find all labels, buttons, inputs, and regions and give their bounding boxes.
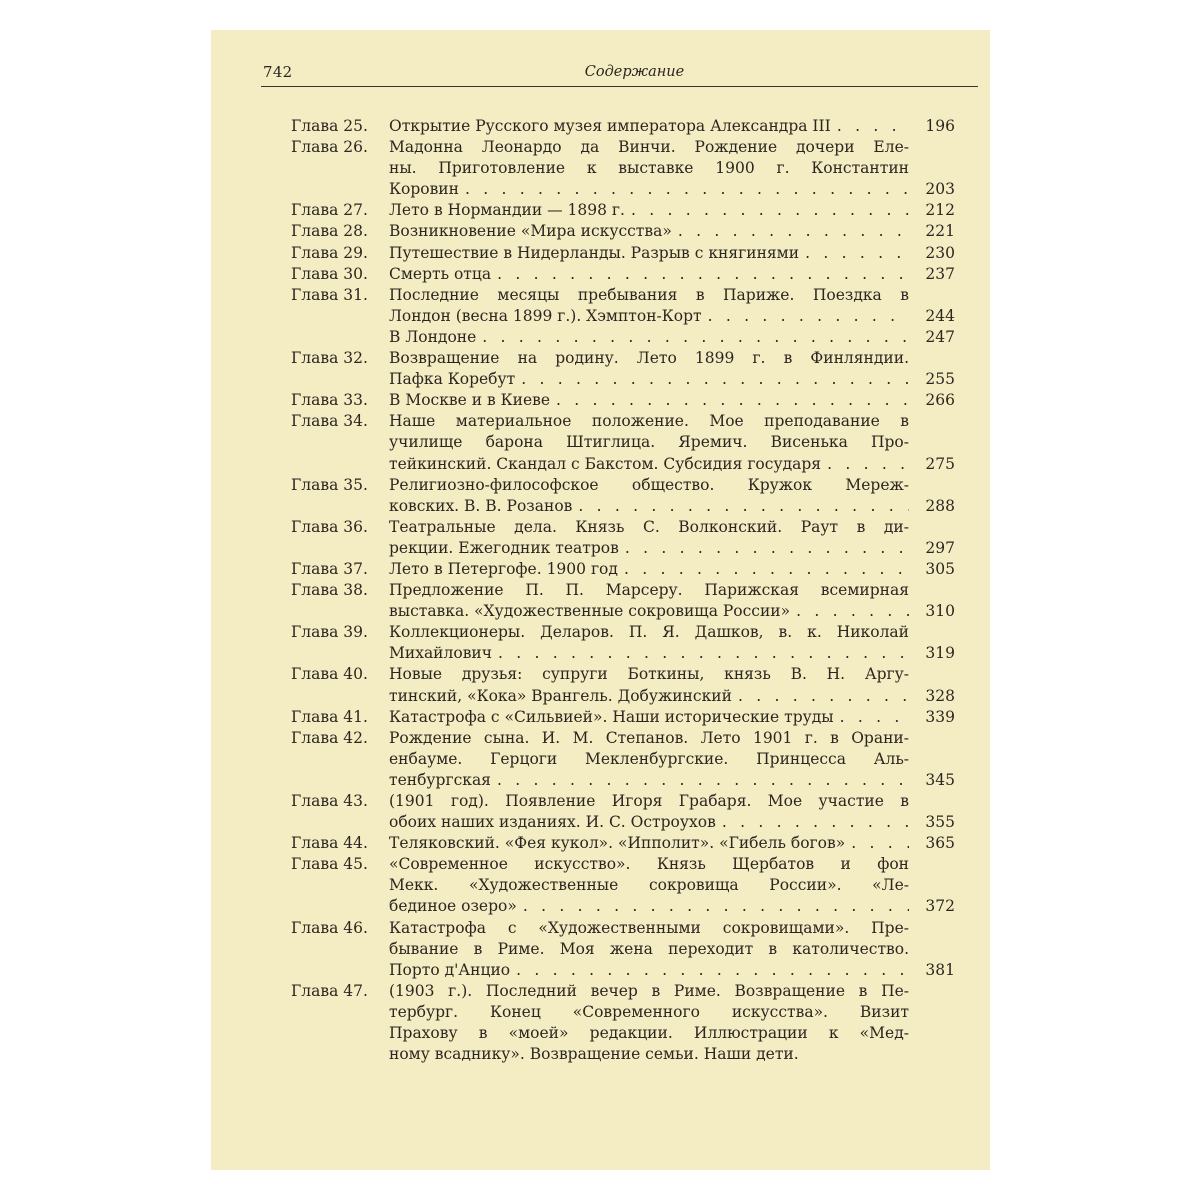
dot-leader xyxy=(619,538,909,559)
chapter-label: Глава 42. xyxy=(291,728,368,747)
entry-line xyxy=(389,538,955,559)
entry-line-text: Лондон (весна 1899 г.). Хэмптон-Корт xyxy=(389,306,702,325)
page-ref: 328 xyxy=(925,686,955,705)
entry-line xyxy=(389,960,955,981)
entry-title xyxy=(389,918,955,981)
page-ref: 247 xyxy=(925,327,955,346)
entry-line xyxy=(389,348,955,369)
entry-line xyxy=(389,327,955,348)
dot-leader xyxy=(491,264,909,285)
entry-title xyxy=(389,116,955,137)
entry-line-text: Новые друзья: супруги Боткины, князь В. Н. Аргу- xyxy=(389,665,909,684)
chapter-label: Глава 28. xyxy=(291,222,368,241)
entry-line xyxy=(389,200,955,221)
chapter-label: Глава 31. xyxy=(291,285,368,304)
entry-line xyxy=(389,517,955,538)
dot-leader xyxy=(515,369,909,390)
entry-line xyxy=(389,369,955,390)
entry-line xyxy=(389,854,955,875)
toc-entry xyxy=(291,854,955,917)
entry-line-text: Теляковский. «Фея кукол». «Ипполит». «Гибель богов» xyxy=(389,834,846,853)
entry-line xyxy=(389,791,955,812)
chapter-label xyxy=(291,327,389,348)
entry-line xyxy=(389,981,955,1002)
entry-line-text: рекции. Ежегодник театров xyxy=(389,538,619,557)
entry-line-text: Порто д'Анцио xyxy=(389,960,511,979)
toc-entry xyxy=(291,664,955,706)
page-ref: 275 xyxy=(925,454,955,473)
chapter-label: Глава 43. xyxy=(291,792,368,810)
page-ref: 381 xyxy=(925,960,955,979)
entry-title xyxy=(389,622,955,664)
entry-line-text: Пафка Коребут xyxy=(389,370,516,389)
toc-entry xyxy=(291,390,955,411)
page-ref: 255 xyxy=(925,370,955,389)
toc-entry xyxy=(291,411,955,474)
entry-line xyxy=(389,643,955,664)
entry-line xyxy=(389,622,955,643)
chapter-label: Глава 33. xyxy=(291,391,368,410)
entry-line xyxy=(389,306,955,327)
entry-line-text: Возникновение «Мира искусства» xyxy=(389,222,672,241)
entry-line xyxy=(389,496,955,517)
entry-title xyxy=(389,580,955,622)
toc-entry xyxy=(291,348,955,390)
chapter-label: Глава 30. xyxy=(291,264,368,283)
dot-leader xyxy=(845,833,909,854)
entry-line xyxy=(389,664,955,685)
entry-line-text: Рождение сына. И. М. Степанов. Лето 1901 г. в Орани- xyxy=(389,728,909,747)
entry-line-text: тербург. Конец «Современного искусства». Визит xyxy=(389,1002,909,1021)
entry-title xyxy=(389,411,955,474)
entry-line xyxy=(389,221,955,242)
entry-line-text: Коллекционеры. Деларов. П. Я. Дашков, в. к. Николай xyxy=(389,623,909,642)
dot-leader xyxy=(476,327,909,348)
dot-leader xyxy=(732,686,909,707)
chapter-label: Глава 40. xyxy=(291,665,368,684)
entry-line-text: Катастрофа с «Сильвией». Наши исторические труды xyxy=(389,707,834,726)
entry-line-text: Прахову в «моей» редакции. Иллюстрации к «Мед- xyxy=(389,1024,909,1043)
chapter-label: Глава 29. xyxy=(291,243,368,262)
toc-entry xyxy=(291,475,955,517)
page-ref: 212 xyxy=(925,201,955,220)
toc-entry xyxy=(291,981,955,1065)
entry-line xyxy=(389,1023,955,1044)
page-ref: 319 xyxy=(925,644,955,663)
entry-line-text: Последние месяцы пребывания в Париже. Поездка в xyxy=(389,285,909,304)
entry-line-text: тенбургская xyxy=(389,770,491,789)
entry-line-text: Смерть отца xyxy=(389,264,492,283)
dot-leader xyxy=(702,306,909,327)
entry-title xyxy=(389,475,955,517)
page-ref: 196 xyxy=(925,117,955,135)
page-ref: 355 xyxy=(925,813,955,832)
toc-entry xyxy=(291,264,955,285)
entry-line xyxy=(389,770,955,791)
entry-line-text: Театральные дела. Князь С. Волконский. Раут в ди- xyxy=(389,517,909,536)
entry-line-text: бединое озеро» xyxy=(389,897,517,916)
entry-line xyxy=(389,559,955,580)
page-ref: 288 xyxy=(925,496,955,515)
dot-leader xyxy=(517,896,909,917)
entry-line xyxy=(389,243,955,264)
toc-entry xyxy=(291,116,955,137)
entry-line-text: Лето в Нормандии — 1898 г. xyxy=(389,201,625,220)
entry-line-text: Наше материальное положение. Мое преподавание в xyxy=(389,412,909,431)
chapter-label: Глава 38. xyxy=(291,581,368,600)
page-ref: 244 xyxy=(925,306,955,325)
entry-line-text: (1901 год). Появление Игоря Грабаря. Мое участие в xyxy=(389,792,909,810)
chapter-label: Глава 25. xyxy=(291,117,368,135)
entry-line xyxy=(389,158,955,179)
toc-entry xyxy=(291,622,955,664)
chapter-label: Глава 32. xyxy=(291,349,368,368)
dot-leader xyxy=(831,116,909,137)
entry-line xyxy=(389,1044,955,1065)
entry-title xyxy=(389,517,955,559)
page-number: 742 xyxy=(263,63,293,81)
page-ref: 372 xyxy=(925,897,955,916)
page-ref: 345 xyxy=(925,770,955,789)
entry-line-text: В Лондоне xyxy=(389,327,477,346)
entry-title xyxy=(389,833,955,854)
toc-entry xyxy=(291,243,955,264)
page-ref: 221 xyxy=(925,222,955,241)
entry-title xyxy=(389,221,955,242)
toc-entry xyxy=(291,728,955,791)
entry-line-text: (1903 г.). Последний вечер в Риме. Возвращение в Пе- xyxy=(389,981,909,1000)
dot-leader xyxy=(572,496,909,517)
page-ref: 310 xyxy=(925,602,955,621)
entry-line xyxy=(389,390,955,411)
book-page xyxy=(211,30,990,1170)
page-ref: 230 xyxy=(925,243,955,262)
toc-entry xyxy=(291,791,955,833)
entry-line xyxy=(389,454,955,475)
entry-line xyxy=(389,812,955,833)
entry-line-text: Предложение П. П. Марсеру. Парижская всемирная xyxy=(389,581,909,600)
toc-entry xyxy=(291,285,955,327)
entry-line xyxy=(389,179,955,200)
entry-line-text: ны. Приготовление к выставке 1900 г. Константин xyxy=(389,159,909,178)
chapter-label: Глава 37. xyxy=(291,559,368,578)
dot-leader xyxy=(821,454,909,475)
entry-line xyxy=(389,264,955,285)
header-rule xyxy=(261,86,978,87)
entry-title xyxy=(389,264,955,285)
chapter-label: Глава 27. xyxy=(291,201,368,220)
entry-line-text: Религиозно-философское общество. Кружок Мереж- xyxy=(389,475,909,494)
entry-line xyxy=(389,580,955,601)
entry-title xyxy=(389,981,955,1065)
entry-line-text: Михайлович xyxy=(389,644,492,663)
chapter-label: Глава 36. xyxy=(291,517,368,536)
page-ref: 203 xyxy=(925,180,955,199)
entry-line xyxy=(389,875,955,896)
entry-title xyxy=(389,200,955,221)
toc-entry xyxy=(291,918,955,981)
entry-line-text: В Москве и в Киеве xyxy=(389,391,551,410)
dot-leader xyxy=(716,812,909,833)
entry-title xyxy=(389,285,955,327)
dot-leader xyxy=(510,960,909,981)
entry-line xyxy=(389,918,955,939)
page-ref: 266 xyxy=(925,391,955,410)
entry-line xyxy=(389,833,955,854)
toc-entry xyxy=(291,833,955,854)
entry-line xyxy=(389,601,955,622)
entry-title xyxy=(389,137,955,200)
page-header xyxy=(263,60,976,84)
toc-entry xyxy=(291,221,955,242)
entry-title xyxy=(389,327,955,348)
entry-line-text: Коровин xyxy=(389,180,459,199)
entry-line xyxy=(389,728,955,749)
page-ref: 339 xyxy=(925,707,955,726)
entry-line-text: Лето в Петергофе. 1900 год xyxy=(389,559,618,578)
dot-leader xyxy=(459,179,909,200)
entry-line xyxy=(389,285,955,306)
dot-leader xyxy=(625,200,909,221)
entry-line-text: Мекк. «Художественные сокровища России». «Ле- xyxy=(389,876,909,895)
entry-title xyxy=(389,243,955,264)
entry-line xyxy=(389,896,955,917)
entry-line-text: обоих наших изданиях. И. С. Остроухов xyxy=(389,813,716,832)
running-head: Содержание xyxy=(584,64,685,80)
dot-leader xyxy=(672,221,909,242)
chapter-label: Глава 35. xyxy=(291,475,368,494)
entry-title xyxy=(389,664,955,706)
dot-leader xyxy=(790,601,909,622)
entry-line-text: енбауме. Герцоги Мекленбургские. Принцесса Аль- xyxy=(389,749,909,768)
entry-line xyxy=(389,1002,955,1023)
entry-line-text: Катастрофа с «Художественными сокровищами». Пре- xyxy=(389,918,909,937)
toc-entry xyxy=(291,707,955,728)
entry-line xyxy=(389,116,955,137)
page-ref: 297 xyxy=(925,538,955,557)
entry-line-text: тинский, «Кока» Врангель. Добужинский xyxy=(389,686,732,705)
chapter-label: Глава 39. xyxy=(291,623,368,642)
entry-line-text: выставка. «Художественные сокровища России» xyxy=(389,602,791,621)
entry-line xyxy=(389,432,955,453)
chapter-label: Глава 26. xyxy=(291,138,368,157)
entry-line xyxy=(389,686,955,707)
entry-title xyxy=(389,707,955,728)
chapter-label: Глава 47. xyxy=(291,981,368,1000)
entry-line xyxy=(389,939,955,960)
dot-leader xyxy=(492,643,909,664)
chapter-label: Глава 46. xyxy=(291,918,368,937)
entry-line-text: тейкинский. Скандал с Бакстом. Субсидия государя xyxy=(389,454,822,473)
chapter-label: Глава 44. xyxy=(291,834,368,853)
entry-line-text: «Современное искусство». Князь Щербатов и фон xyxy=(389,855,909,874)
entry-line-text: Возвращение на родину. Лето 1899 г. в Финляндии. xyxy=(389,349,909,368)
toc-entry xyxy=(291,200,955,221)
entry-line-text: ному всаднику». Возвращение семьи. Наши дети. xyxy=(389,1045,799,1064)
entry-line-text: Путешествие в Нидерланды. Разрыв с княгинями xyxy=(389,243,800,262)
dot-leader xyxy=(491,770,909,791)
dot-leader xyxy=(834,707,909,728)
chapter-label: Глава 45. xyxy=(291,855,368,874)
entry-line xyxy=(389,475,955,496)
page-ref: 305 xyxy=(925,559,955,578)
entry-line-text: Открытие Русского музея императора Александра III xyxy=(389,117,831,135)
toc-entry xyxy=(291,137,955,200)
entry-title xyxy=(389,348,955,390)
toc-entry xyxy=(291,517,955,559)
entry-line xyxy=(389,707,955,728)
entry-title xyxy=(389,728,955,791)
dot-leader xyxy=(618,559,909,580)
entry-title xyxy=(389,390,955,411)
entry-line-text: ковских. В. В. Розанов xyxy=(389,496,573,515)
toc-entry xyxy=(291,580,955,622)
table-of-contents xyxy=(291,116,955,1065)
entry-line xyxy=(389,411,955,432)
entry-title xyxy=(389,854,955,917)
page-ref: 365 xyxy=(925,834,955,853)
chapter-label: Глава 41. xyxy=(291,707,368,726)
entry-title xyxy=(389,791,955,833)
toc-entry xyxy=(291,327,955,348)
entry-line-text: училище барона Штиглица. Яремич. Висенька Про- xyxy=(389,433,909,452)
entry-line xyxy=(389,749,955,770)
entry-line-text: Мадонна Леонардо да Винчи. Рождение дочери Еле- xyxy=(389,138,909,157)
entry-line-text: бывание в Риме. Моя жена переходит в католичество. xyxy=(389,939,909,958)
page-ref: 237 xyxy=(925,264,955,283)
entry-title xyxy=(389,559,955,580)
dot-leader xyxy=(799,243,909,264)
toc-entry xyxy=(291,559,955,580)
dot-leader xyxy=(550,390,909,411)
entry-line xyxy=(389,137,955,158)
chapter-label: Глава 34. xyxy=(291,412,368,431)
